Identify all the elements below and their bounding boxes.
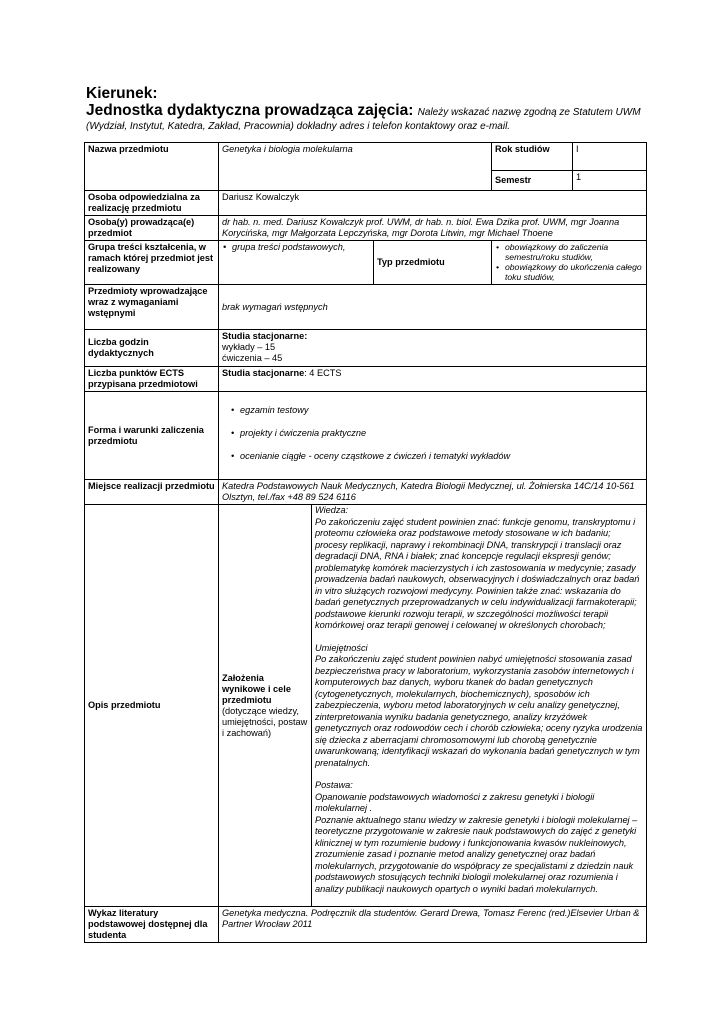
godziny-cwiczenia: ćwiczenia – 45 <box>222 353 283 363</box>
odpowiedzialna-value: Dariusz Kowalczyk <box>219 191 647 216</box>
forma-value-cell <box>219 392 647 480</box>
forma-item: • egzamin testowy <box>230 405 643 416</box>
postawa-text: Postawa: Opanowanie podstawowych wiadomości z zakresu genetyki i biologii molekularnej . Poznanie aktualnego stanu wiedzy w zakresie genetyki i biologii molekularnej – teoretyczne przygotowanie w zakresie nauk podstawowych do zajęć z genetyki klinicznej w tym rozumienie budowy i funkcjonowania kwasów nukleinowych, zrozumienie zasad i poznanie metod analizy genetycznej oraz badań molekularnych, przygotowanie do współpracy ze specjalistami z dziedzin nauk podstawowych stosujących techniki biologii molekularnej oraz rozumienia i analizy publikacji naukowych opartych o wyniki badań molekularnych. <box>315 780 638 894</box>
grupa-value-cell <box>219 241 374 285</box>
ects-label: Liczba punktów ECTS przypisana przedmiotowi <box>85 367 219 392</box>
typ-item: • obowiązkowy do zaliczenia semestru/roku studiów, <box>495 242 643 262</box>
ects-title: Studia stacjonarne <box>222 368 305 378</box>
jednostka-heading <box>86 102 646 121</box>
table-row <box>85 143 647 171</box>
typ-label: Typ przedmiotu <box>374 241 492 285</box>
miejsce-value: Katedra Podstawowych Nauk Medycznych, Katedra Biologii Medycznej, ul. Żołnierska 14C/14 10-561 Olsztyn, tel./fax +48 89 524 6116 <box>219 480 647 505</box>
wprowadzajace-value: brak wymagań wstępnych <box>219 285 647 330</box>
godziny-title: Studia stacjonarne: <box>222 331 308 341</box>
table-row <box>85 285 647 330</box>
semestr-label: Semestr <box>492 171 573 191</box>
zalozenia-label: Założenia wynikowe i cele przedmiotu <box>222 672 291 705</box>
literatura-label: Wykaz literatury podstawowej dostępnej dla studenta <box>85 907 219 943</box>
forma-item: • ocenianie ciągłe - oceny cząstkowe z ćwiczeń i tematyki wykładów <box>230 451 643 462</box>
godziny-value <box>219 330 647 367</box>
rok-label: Rok studiów <box>492 143 573 171</box>
table-row <box>85 392 647 480</box>
wiedza-text: Wiedza: Po zakończeniu zajęć student powinien znać: funkcje genomu, transkryptomu i proteomu człowieka oraz podstawowe metody stosowane w ich badaniu; procesy replikacji, naprawy i rekombinacji DNA, transkrypcji i translacji oraz degradacji DNA, RNA i białek; znać koncepcje regulacji ekspresji genów; problematykę komórek macierzystych i ich zastosowania w medycynie; zasady prowadzenia badań naukowych, obserwacyjnych i doświadczalnych oraz badań in vitro służących rozwojowi medycyny. Powinien także znać: wskazania do badań genetycznych przeprowadzanych w celu indywidualizacji farmakoterapii; podstawowe kierunki rozwoju terapii, w szczególności możliwości terapii komórkowej oraz terapii genowej i celowanej w określonych chorobach; <box>315 505 640 630</box>
table-row <box>85 330 647 367</box>
godziny-wyklady: wykłady – 15 <box>222 342 276 352</box>
jednostka-note: Należy wskazać nazwę zgodną ze Statutem UWM <box>417 107 641 118</box>
prowadzace-label: Osoba(y) prowadząca(e) przedmiot <box>85 216 219 241</box>
table-row <box>85 191 647 216</box>
nazwa-value: Genetyka i biologia molekularna <box>219 143 492 191</box>
miejsce-label: Miejsce realizacji przedmiotu <box>85 480 219 505</box>
odpowiedzialna-label: Osoba odpowiedzialna za realizację przedmiotu <box>85 191 219 216</box>
wprowadzajace-label: Przedmioty wprowadzające wraz z wymaganiami wstępnymi <box>85 285 219 330</box>
nazwa-label: Nazwa przedmiotu <box>85 143 219 191</box>
document-header <box>86 85 646 133</box>
literatura-value: Genetyka medyczna. Podręcznik dla studentów. Gerard Drewa, Tomasz Ferenc (red.)Elsevier Urban & Partner Wrocław 2011 <box>219 907 647 943</box>
grupa-value: • grupa treści podstawowych, <box>222 242 370 253</box>
semestr-value: 1 <box>573 171 647 191</box>
umiejetnosci-text: Umiejętności Po zakończeniu zajęć student powinien nabyć umiejętności stosowania zasad bezpieczeństwa pracy w laboratorium, wykorzystania zasobów internetowych i komputerowych baz danych, wyboru tkanek do badan genetycznych (cytogenetycznych, molekularnych, biochemicznych), sposobów ich zabezpieczenia, wyboru metod laboratoryjnych w celu analizy genetycznej, zinterpretowania wyniku badania genetycznego, analizy krzyżówek genetycznych oraz rodowodów cech i chorób człowieka; oceny ryzyka urodzenia się dziecka z aberracjami chromosomowymi lub chorobą genetycznie uwarunkowaną; identyfikacji wskazań do wykonania badań genetycznych w tym prenatalnych. <box>315 642 643 768</box>
rok-value: I <box>573 143 647 171</box>
grupa-label: Grupa treści kształcenia, w ramach której przedmiot jest realizowany <box>85 241 219 285</box>
godziny-label: Liczba godzin dydaktycznych <box>85 330 219 367</box>
prowadzace-value: dr hab. n. med. Dariusz Kowalczyk prof. UWM, dr hab. n. biol. Ewa Dzika prof. UWM, mgr Joanna Korycińska, mgr Małgorzata Lepczyńska, mgr Dorota Litwin, mgr Michael Thoene <box>219 216 647 241</box>
typ-value-cell <box>492 241 647 285</box>
table-row <box>85 907 647 943</box>
table-row <box>85 241 647 285</box>
opis-label: Opis przedmiotu <box>85 505 219 907</box>
opis-value-cell <box>312 505 647 907</box>
table-row <box>85 505 647 907</box>
typ-item: • obowiązkowy do ukończenia całego toku studiów, <box>495 262 643 282</box>
zalozenia-cell <box>219 505 312 907</box>
table-row <box>85 480 647 505</box>
ects-value-cell <box>219 367 647 392</box>
forma-item: • projekty i ćwiczenia praktyczne <box>230 428 643 439</box>
zalozenia-sub: (dotyczące wiedzy, umiejętności, postaw i zachowań) <box>222 705 308 738</box>
ects-value: : 4 ECTS <box>304 368 342 378</box>
kierunek-heading: Kierunek: <box>86 85 158 102</box>
jednostka-note-continued: (Wydział, Instytut, Katedra, Zakład, Pracownia) dokładny adres i telefon kontaktowy oraz e-mail. <box>86 121 511 132</box>
syllabus-table <box>84 142 647 943</box>
jednostka-label: Jednostka dydaktyczna prowadząca zajęcia: <box>86 102 414 119</box>
table-row <box>85 367 647 392</box>
table-row <box>85 216 647 241</box>
forma-label: Forma i warunki zaliczenia przedmiotu <box>85 392 219 480</box>
